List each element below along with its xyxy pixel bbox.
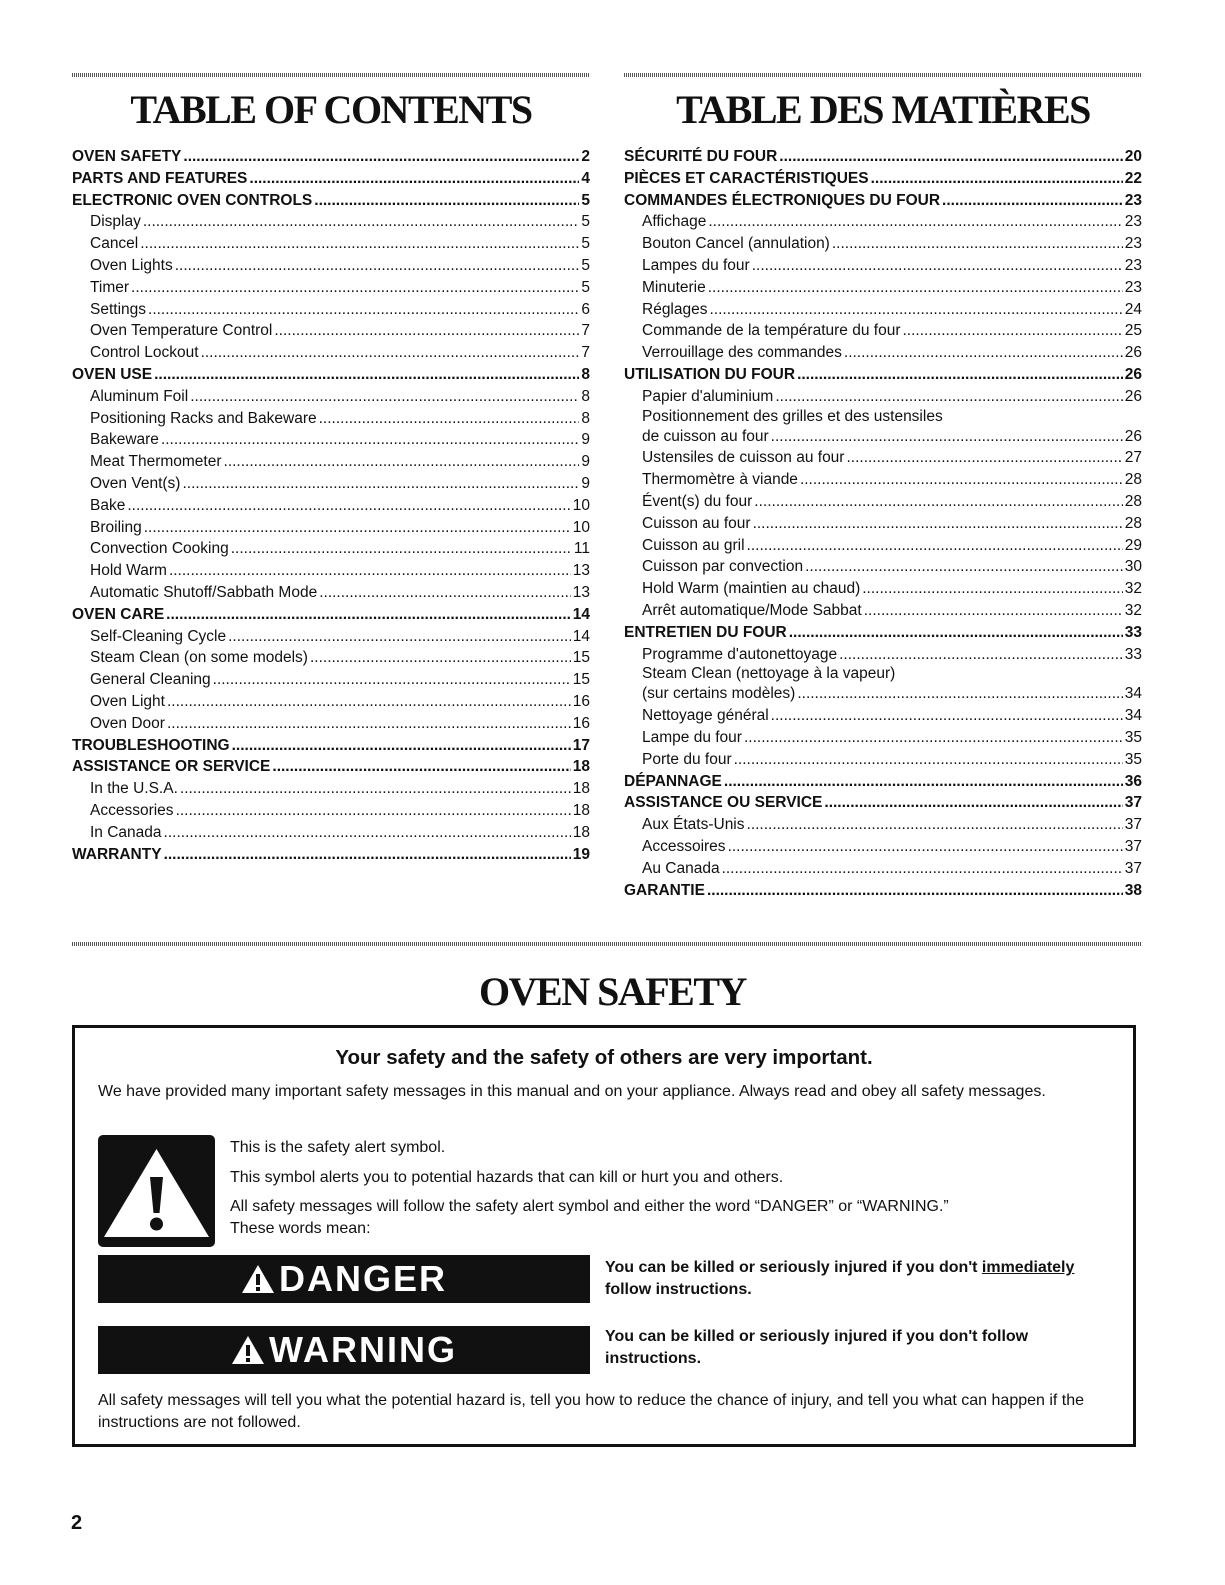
toc-entry-label: Cancel [90,235,139,253]
toc-entry [72,320,590,342]
toc-entry-page: 32 [1124,601,1142,619]
toc-leader [167,713,571,735]
toc-entry-page: 14 [572,627,590,645]
safety-box [72,1025,1136,1447]
toc-leader [800,469,1123,491]
toc-entry [72,386,590,408]
toc-entry-page: 29 [1124,536,1142,554]
toc-leader [832,233,1123,255]
toc-leader [148,299,579,321]
toc-leader [201,342,580,364]
toc-entry-page: 16 [572,714,590,732]
toc-entry [624,792,1142,814]
toc-entry [624,836,1142,858]
toc-entry [72,168,590,190]
toc-entry-page: 27 [1124,449,1142,467]
toc-entry [624,749,1142,771]
toc-entry-label: Oven Vent(s) [90,474,181,492]
danger-text-a: You can be killed or seriously injured if you don't [605,1259,982,1276]
toc-leader [127,495,570,517]
toc-entry-label: COMMANDES ÉLECTRONIQUES DU FOUR [624,191,941,209]
toc-entry [72,756,590,778]
toc-entry-page: 10 [572,496,590,514]
toc-entry-page: 37 [1124,859,1142,877]
toc-entry-page: 35 [1124,750,1142,768]
toc-leader [724,771,1123,793]
toc-entry-page: 7 [581,322,590,340]
toc-entry-label: Papier d'aluminium [642,387,774,405]
toc-entry-label: Hold Warm (maintien au chaud) [642,580,861,598]
toc-entry-page: 9 [581,453,590,471]
toc-entry [624,705,1142,727]
toc-entry-page: 18 [572,758,590,776]
toc-entry-label: DÉPANNAGE [624,772,722,790]
toc-entry-label: Bakeware [90,431,159,449]
toc-leader [310,647,571,669]
toc-entry-page: 37 [1124,816,1142,834]
toc-entry-label: ASSISTANCE OU SERVICE [624,794,823,812]
toc-leader [131,277,579,299]
toc-entry [624,320,1142,342]
toc-entry-label: Accessoires [642,837,726,855]
alert-line-3: All safety messages will follow the safety alert symbol and either the word “DANGER” or “WARNING.” [230,1198,949,1215]
toc-leader [771,426,1123,448]
toc-entry [72,517,590,539]
alert-triangle-icon [241,1264,275,1294]
toc-leader [871,168,1123,190]
toc-leader [213,669,571,691]
toc-entry-label: Réglages [642,300,708,318]
toc-entry-label: Lampes du four [642,256,750,274]
toc-leader [754,491,1122,513]
toc-entry-label: PARTS AND FEATURES [72,169,248,187]
toc-entry [624,578,1142,600]
toc-leader [789,622,1123,644]
toc-entry-label: General Cleaning [90,671,211,689]
toc-entry-label: Oven Light [90,692,165,710]
toc-entry-label: Hold Warm [90,562,167,580]
toc-entry-label: Timer [90,278,130,296]
toc-leader [143,211,580,233]
toc-entry-page: 34 [1124,685,1142,703]
toc-entry [72,800,590,822]
warning-triangle-icon [98,1135,215,1247]
toc-entry-label: Settings [90,300,147,318]
toc-leader [164,822,571,844]
toc-entry-label: Oven Lights [90,256,173,274]
toc-entry-page: 8 [581,365,590,383]
toc-entry-page: 18 [572,780,590,798]
toc-entry-page: 34 [1124,707,1142,725]
toc-entry [72,364,590,386]
top-rule-right [624,73,1142,77]
toc-leader [846,447,1122,469]
toc-leader [747,814,1123,836]
toc-leader [319,582,571,604]
toc-leader [708,277,1123,299]
toc-entry-page: 16 [572,692,590,710]
toc-entry-page: 26 [1124,387,1142,405]
toc-leader [942,190,1123,212]
toc-entry-page: 10 [572,518,590,536]
toc-entry [72,146,590,168]
toc-entry [72,669,590,691]
toc-entry-page: 2 [581,148,590,165]
oven-safety-title: OVEN SAFETY [479,969,746,1014]
safety-closing: All safety messages will tell you what the potential hazard is, tell you how to reduce the chance of injury, and tell you what can happen if the instructions are not followed. [98,1392,1085,1431]
toc-entry-page: 14 [572,605,590,623]
toc-entry [72,408,590,430]
toc-leader [753,513,1123,535]
toc-entry [72,604,590,626]
safety-intro: We have provided many important safety messages in this manual and on your appliance. Always read and obey all safety messages. [98,1083,1046,1100]
toc-leader [228,626,571,648]
toc-leader [167,691,571,713]
toc-entry-page: 20 [1124,148,1142,165]
toc-entry [624,426,1142,448]
toc-entry-page: 13 [572,562,590,580]
toc-entry-page: 11 [573,540,590,558]
toc-entry-page: 17 [572,736,590,754]
toc-entry-page: 7 [581,344,590,362]
toc-entry-page: 4 [581,169,590,187]
toc-leader [183,146,579,168]
toc-entry-page: 35 [1124,728,1142,746]
toc-entry-page: 5 [581,191,590,209]
toc-entry [72,735,590,757]
toc-entry [624,556,1142,578]
toc-entry [72,429,590,451]
toc-entry-label: PIÈCES ET CARACTÉRISTIQUES [624,169,869,187]
top-rule-left [72,73,590,77]
toc-entry [72,778,590,800]
toc-entry [72,822,590,844]
toc-entry [72,495,590,517]
toc-entry-page: 9 [581,474,590,492]
toc-leader [708,211,1122,233]
toc-entry-label: Thermomètre à viande [642,471,798,489]
toc-entry-label: Porte du four [642,750,732,768]
toc-entry-page: 28 [1124,514,1142,532]
toc-entry-label: OVEN CARE [72,605,165,623]
toc-entry [72,626,590,648]
toc-leader [140,233,579,255]
safety-heading: Your safety and the safety of others are very important. [335,1046,873,1069]
toc-entry-label: Commande de la température du four [642,322,901,340]
toc-entry [624,600,1142,622]
toc-leader [180,778,571,800]
toc-leader [319,408,580,430]
toc-entry-label: Automatic Shutoff/Sabbath Mode [90,583,318,601]
toc-entry [624,727,1142,749]
toc-leader [182,473,579,495]
toc-entry [624,364,1142,386]
toc-entry-label: Affichage [642,213,707,231]
toc-entry-page: 33 [1124,645,1142,663]
toc-entry-label: In the U.S.A. [90,780,178,798]
toc-entry [624,342,1142,364]
toc-entry-label: Convection Cooking [90,540,229,558]
toc-entry-label: GARANTIE [624,881,705,899]
toc-entry [624,814,1142,836]
toc-entry-page: 15 [572,649,590,667]
toc-entry-page: 9 [581,431,590,449]
warning-word: WARNING [269,1329,457,1370]
toc-entry-page: 6 [581,300,590,318]
toc-entry [72,582,590,604]
toc-leader [775,386,1122,408]
toc-entry [624,211,1142,233]
toc-entry [624,535,1142,557]
toc-entry-page: 15 [572,671,590,689]
toc-entry-label: Cuisson au four [642,514,751,532]
toc-title-en: TABLE OF CONTENTS [130,87,532,132]
toc-entry-page: 28 [1124,471,1142,489]
toc-leader [272,756,570,778]
toc-entry [624,644,1142,666]
toc-entry [624,771,1142,793]
toc-entry-page: 5 [581,213,590,231]
toc-entry [72,255,590,277]
toc-leader [169,560,571,582]
toc-entry-label: ELECTRONIC OVEN CONTROLS [72,191,313,209]
toc-entry-page: 13 [572,583,590,601]
toc-entry-page: 23 [1124,256,1142,274]
toc-entry-label: ENTRETIEN DU FOUR [624,623,787,641]
toc-leader [176,800,571,822]
toc-entry-page: 26 [1124,427,1142,445]
warning-text: You can be killed or seriously injured if you don't follow instructions. [605,1328,1029,1367]
toc-entry [624,491,1142,513]
toc-leader [231,538,572,560]
warning-banner [98,1326,590,1374]
toc-leader [164,844,571,866]
toc-entry [624,880,1142,902]
toc-entry [72,538,590,560]
toc-entry-page: 8 [581,409,590,427]
toc-list-fr [624,146,1142,901]
toc-entry [72,451,590,473]
toc-entry-label: Control Lockout [90,344,199,362]
danger-banner [98,1255,590,1303]
toc-entry [624,168,1142,190]
toc-entry [624,469,1142,491]
toc-leader [144,517,571,539]
toc-leader [744,727,1123,749]
toc-entry [624,408,1142,426]
toc-entry [72,299,590,321]
toc-leader [707,880,1123,902]
toc-entry-label: Meat Thermometer [90,453,222,471]
toc-entry-page: 5 [581,278,590,296]
toc-leader [771,705,1123,727]
toc-entry [624,233,1142,255]
toc-list-en [72,146,590,865]
toc-entry-label: Lampe du four [642,728,742,746]
toc-entry [624,683,1142,705]
toc-entry [624,513,1142,535]
toc-leader [864,600,1123,622]
alert-line-2: This symbol alerts you to potential hazards that can kill or hurt you and others. [230,1169,784,1186]
toc-entry [624,386,1142,408]
toc-entry-page: 8 [581,387,590,405]
toc-entry-page: 36 [1124,772,1142,790]
toc-entry [72,190,590,212]
toc-entry-label: Bake [90,496,126,514]
toc-entry-page: 24 [1124,300,1142,318]
danger-emphasis: immediately [981,1259,1075,1276]
toc-leader [274,320,579,342]
toc-entry-label: OVEN USE [72,365,153,383]
toc-entry-page: 18 [572,823,590,841]
toc-entry [624,190,1142,212]
toc-entry-page: 23 [1124,278,1142,296]
toc-entry-label: Positioning Racks and Bakeware [90,409,317,427]
toc-leader [175,255,580,277]
toc-entry-page: 28 [1124,492,1142,510]
toc-entry [72,473,590,495]
toc-leader [734,749,1123,771]
toc-entry [72,844,590,866]
toc-entry-label: Verrouillage des commandes [642,344,842,362]
toc-entry-label: Self-Cleaning Cycle [90,627,227,645]
toc-leader [902,320,1122,342]
toc-entry-page: 37 [1124,837,1142,855]
toc-entry-page: 18 [572,801,590,819]
toc-entry-label: Accessories [90,801,174,819]
toc-entry-page: 23 [1124,191,1142,209]
toc-leader [728,836,1123,858]
toc-leader [747,535,1123,557]
toc-entry-label: Arrêt automatique/Mode Sabbat [642,601,862,619]
toc-entry-label: Au Canada [642,859,720,877]
toc-entry-page: 33 [1124,623,1142,641]
toc-entry-label: Oven Door [90,714,165,732]
toc-entry [72,342,590,364]
toc-leader [314,190,579,212]
toc-entry-label: In Canada [90,823,162,841]
toc-entry-label: Positionnement des grilles et des ustensiles [642,407,943,425]
alert-line-4: These words mean: [230,1220,371,1237]
toc-leader [190,386,579,408]
toc-leader [824,792,1122,814]
toc-entry-label: Cuisson au gril [642,536,745,554]
toc-entry [72,713,590,735]
toc-leader [710,299,1123,321]
toc-entry-label: OVEN SAFETY [72,148,182,165]
toc-leader [752,255,1123,277]
toc-entry [624,146,1142,168]
toc-entry-label: UTILISATION DU FOUR [624,365,796,383]
toc-entry-label: Bouton Cancel (annulation) [642,235,830,253]
toc-entry-label: ASSISTANCE OR SERVICE [72,758,271,776]
toc-entry-label: Steam Clean (on some models) [90,649,308,667]
toc-entry-label: Aux États-Unis [642,816,745,834]
section-rule [72,942,1142,946]
toc-entry-page: 23 [1124,235,1142,253]
toc-entry-page: 19 [572,845,590,863]
toc-entry-label: Évent(s) du four [642,492,753,510]
toc-entry-label: Nettoyage général [642,707,769,725]
page-number: 2 [71,1512,83,1534]
toc-entry [624,277,1142,299]
toc-leader [166,604,571,626]
toc-entry-page: 37 [1124,794,1142,812]
toc-entry-page: 26 [1124,365,1142,383]
toc-leader [722,858,1123,880]
danger-text [605,1257,1125,1301]
toc-entry-page: 25 [1124,322,1142,340]
toc-leader [797,683,1122,705]
toc-entry [72,233,590,255]
toc-leader [779,146,1122,168]
alert-line-1: This is the safety alert symbol. [230,1139,446,1156]
toc-entry [624,665,1142,683]
toc-entry-label: Oven Temperature Control [90,322,273,340]
toc-entry-page: 32 [1124,580,1142,598]
toc-leader [797,364,1123,386]
toc-entry-label: Minuterie [642,278,706,296]
toc-leader [839,644,1123,666]
toc-leader [154,364,579,386]
toc-entry-label: Display [90,213,141,231]
danger-text-b: follow instructions. [605,1281,752,1298]
toc-entry-label: SÉCURITÉ DU FOUR [624,148,778,165]
toc-entry-page: 22 [1124,169,1142,187]
toc-entry-page: 26 [1124,344,1142,362]
toc-entry [624,447,1142,469]
toc-entry [72,691,590,713]
toc-entry [72,560,590,582]
toc-entry-page: 23 [1124,213,1142,231]
danger-word: DANGER [278,1258,447,1299]
toc-entry [72,211,590,233]
toc-entry [72,277,590,299]
toc-entry-label: Programme d'autonettoyage [642,645,838,663]
toc-entry [624,255,1142,277]
toc-leader [249,168,579,190]
toc-entry-label: WARRANTY [72,845,162,863]
toc-entry-label: Aluminum Foil [90,387,189,405]
toc-leader [161,429,579,451]
toc-entry-page: 38 [1124,881,1142,899]
toc-leader [844,342,1123,364]
toc-entry-label: Cuisson par convection [642,558,804,576]
toc-entry-page: 30 [1124,558,1142,576]
toc-leader [232,735,571,757]
toc-entry-label: (sur certains modèles) [642,685,796,703]
toc-entry-label: TROUBLESHOOTING [72,736,230,754]
alert-triangle-icon [231,1335,265,1365]
toc-leader [805,556,1123,578]
toc-entry [624,858,1142,880]
toc-entry-label: de cuisson au four [642,427,769,445]
toc-entry-label: Steam Clean (nettoyage à la vapeur) [642,665,896,683]
toc-entry-page: 5 [581,235,590,253]
toc-entry-page: 5 [581,256,590,274]
toc-entry [624,299,1142,321]
toc-title-fr: TABLE DES MATIÈRES [676,87,1090,132]
toc-entry [72,647,590,669]
toc-entry-label: Ustensiles de cuisson au four [642,449,845,467]
toc-leader [862,578,1123,600]
toc-entry-label: Broiling [90,518,142,536]
toc-entry [624,622,1142,644]
toc-leader [224,451,580,473]
